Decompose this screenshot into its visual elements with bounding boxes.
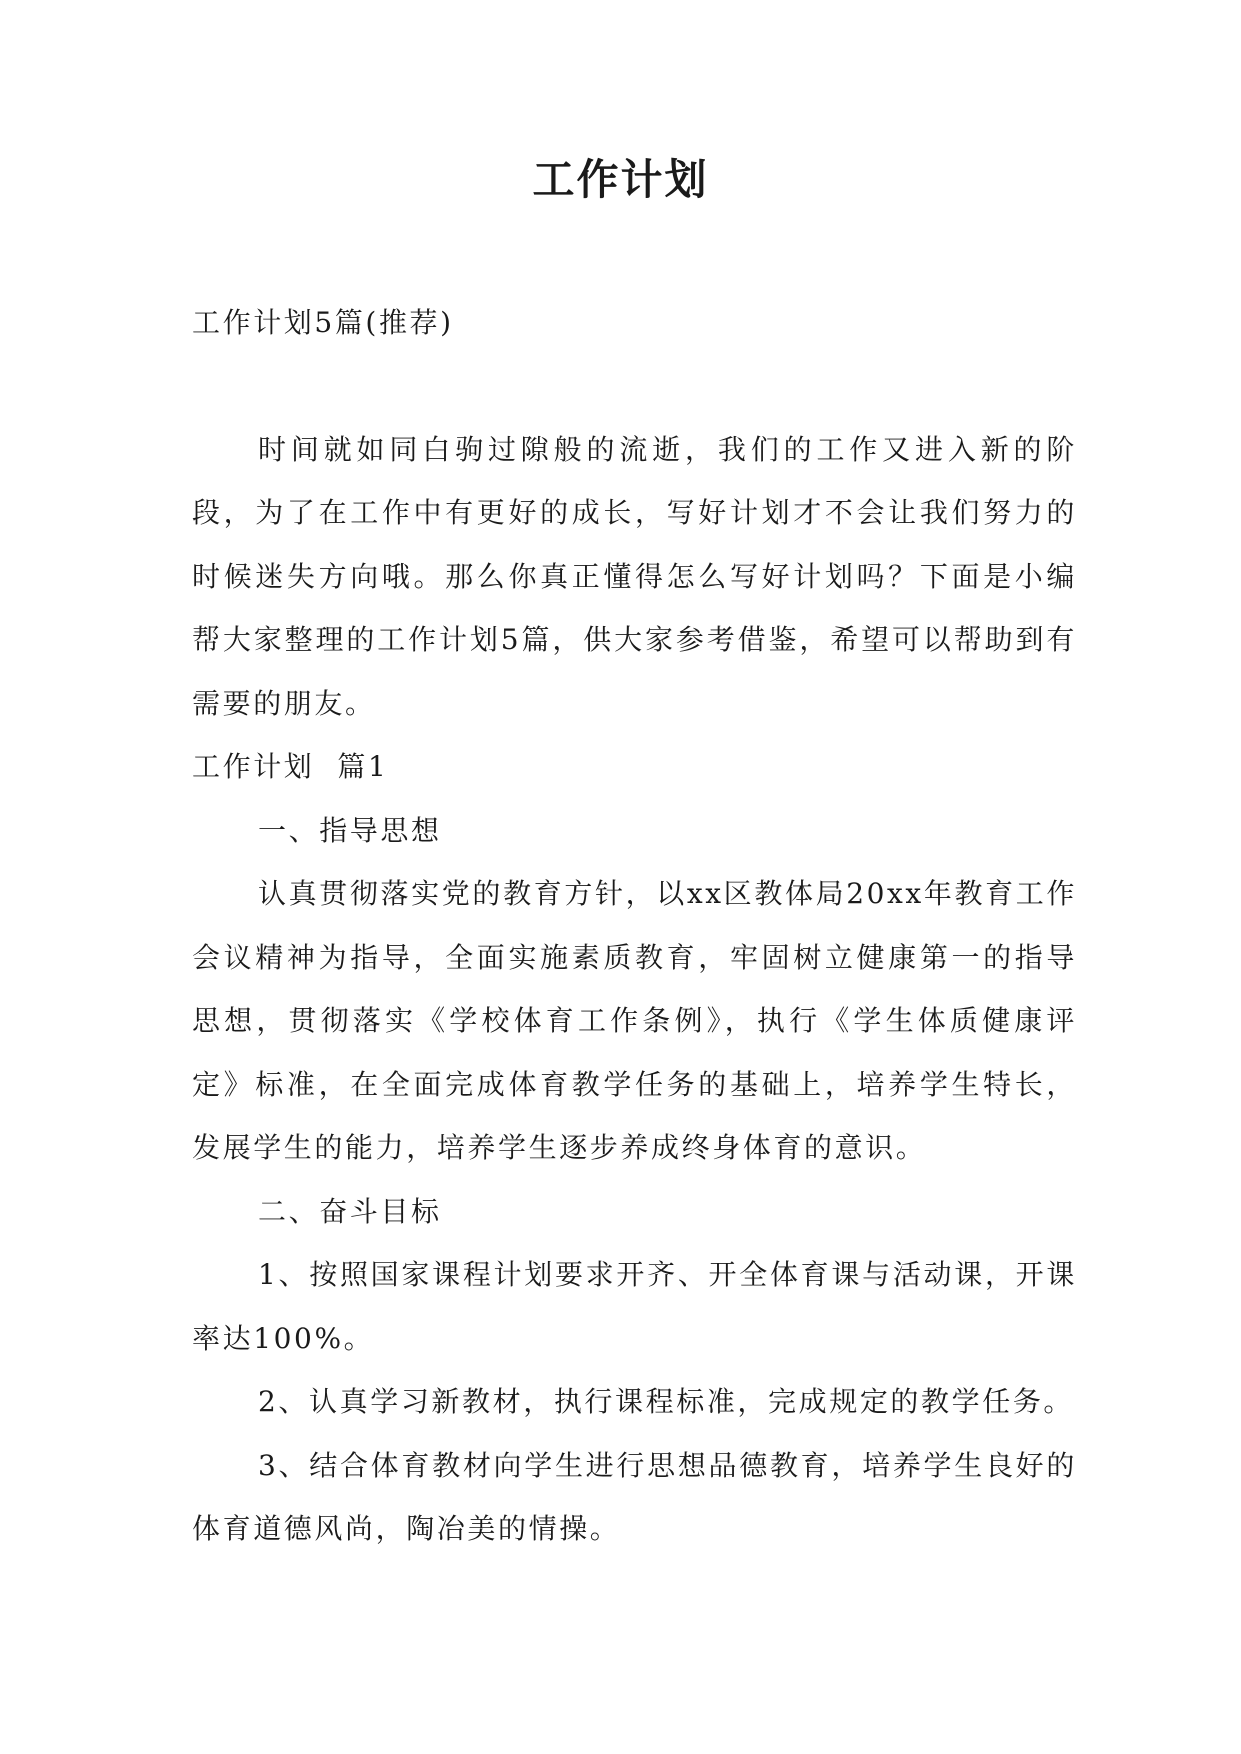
intro-paragraph: 时间就如同白驹过隙般的流逝，我们的工作又进入新的阶段，为了在工作中有更好的成长，写好计划才不会让我们努力的时候迷失方向哦。那么你真正懂得怎么写好计划吗？下面是小编帮大家整理的工作计划5篇，供大家参考借鉴，希望可以帮助到有需要的朋友。 — [192, 432, 1077, 720]
part1-paragraph: 认真贯彻落实党的教育方针，以xx区教体局20xx年教育工作会议精神为指导，全面实施素质教育，牢固树立健康第一的指导思想，贯彻落实《学校体育工作条例》，执行《学生体质健康评定》标准，在全面完成体育教学任务的基础上，培养学生特长，发展学生的能力，培养学生逐步养成终身体育的意识。 — [192, 877, 1077, 1164]
document-body — [192, 291, 1077, 1561]
goal-item-2: 2、认真学习新教材，执行课程标准，完成规定的教学任务。 — [258, 1385, 1075, 1418]
goal-item-3: 3、结合体育教材向学生进行思想品德教育，培养学生良好的体育道德风尚，陶冶美的情操。 — [192, 1448, 1077, 1545]
part1-heading: 一、指导思想 — [258, 813, 442, 847]
part2-heading: 二、奋斗目标 — [258, 1194, 442, 1228]
document-subtitle: 工作计划5篇(推荐) — [192, 306, 454, 339]
section-heading: 工作计划 篇1 — [192, 750, 389, 783]
goal-item-1: 1、按照国家课程计划要求开齐、开全体育课与活动课，开课率达100%。 — [192, 1258, 1077, 1355]
document-title: 工作计划 — [532, 155, 709, 204]
